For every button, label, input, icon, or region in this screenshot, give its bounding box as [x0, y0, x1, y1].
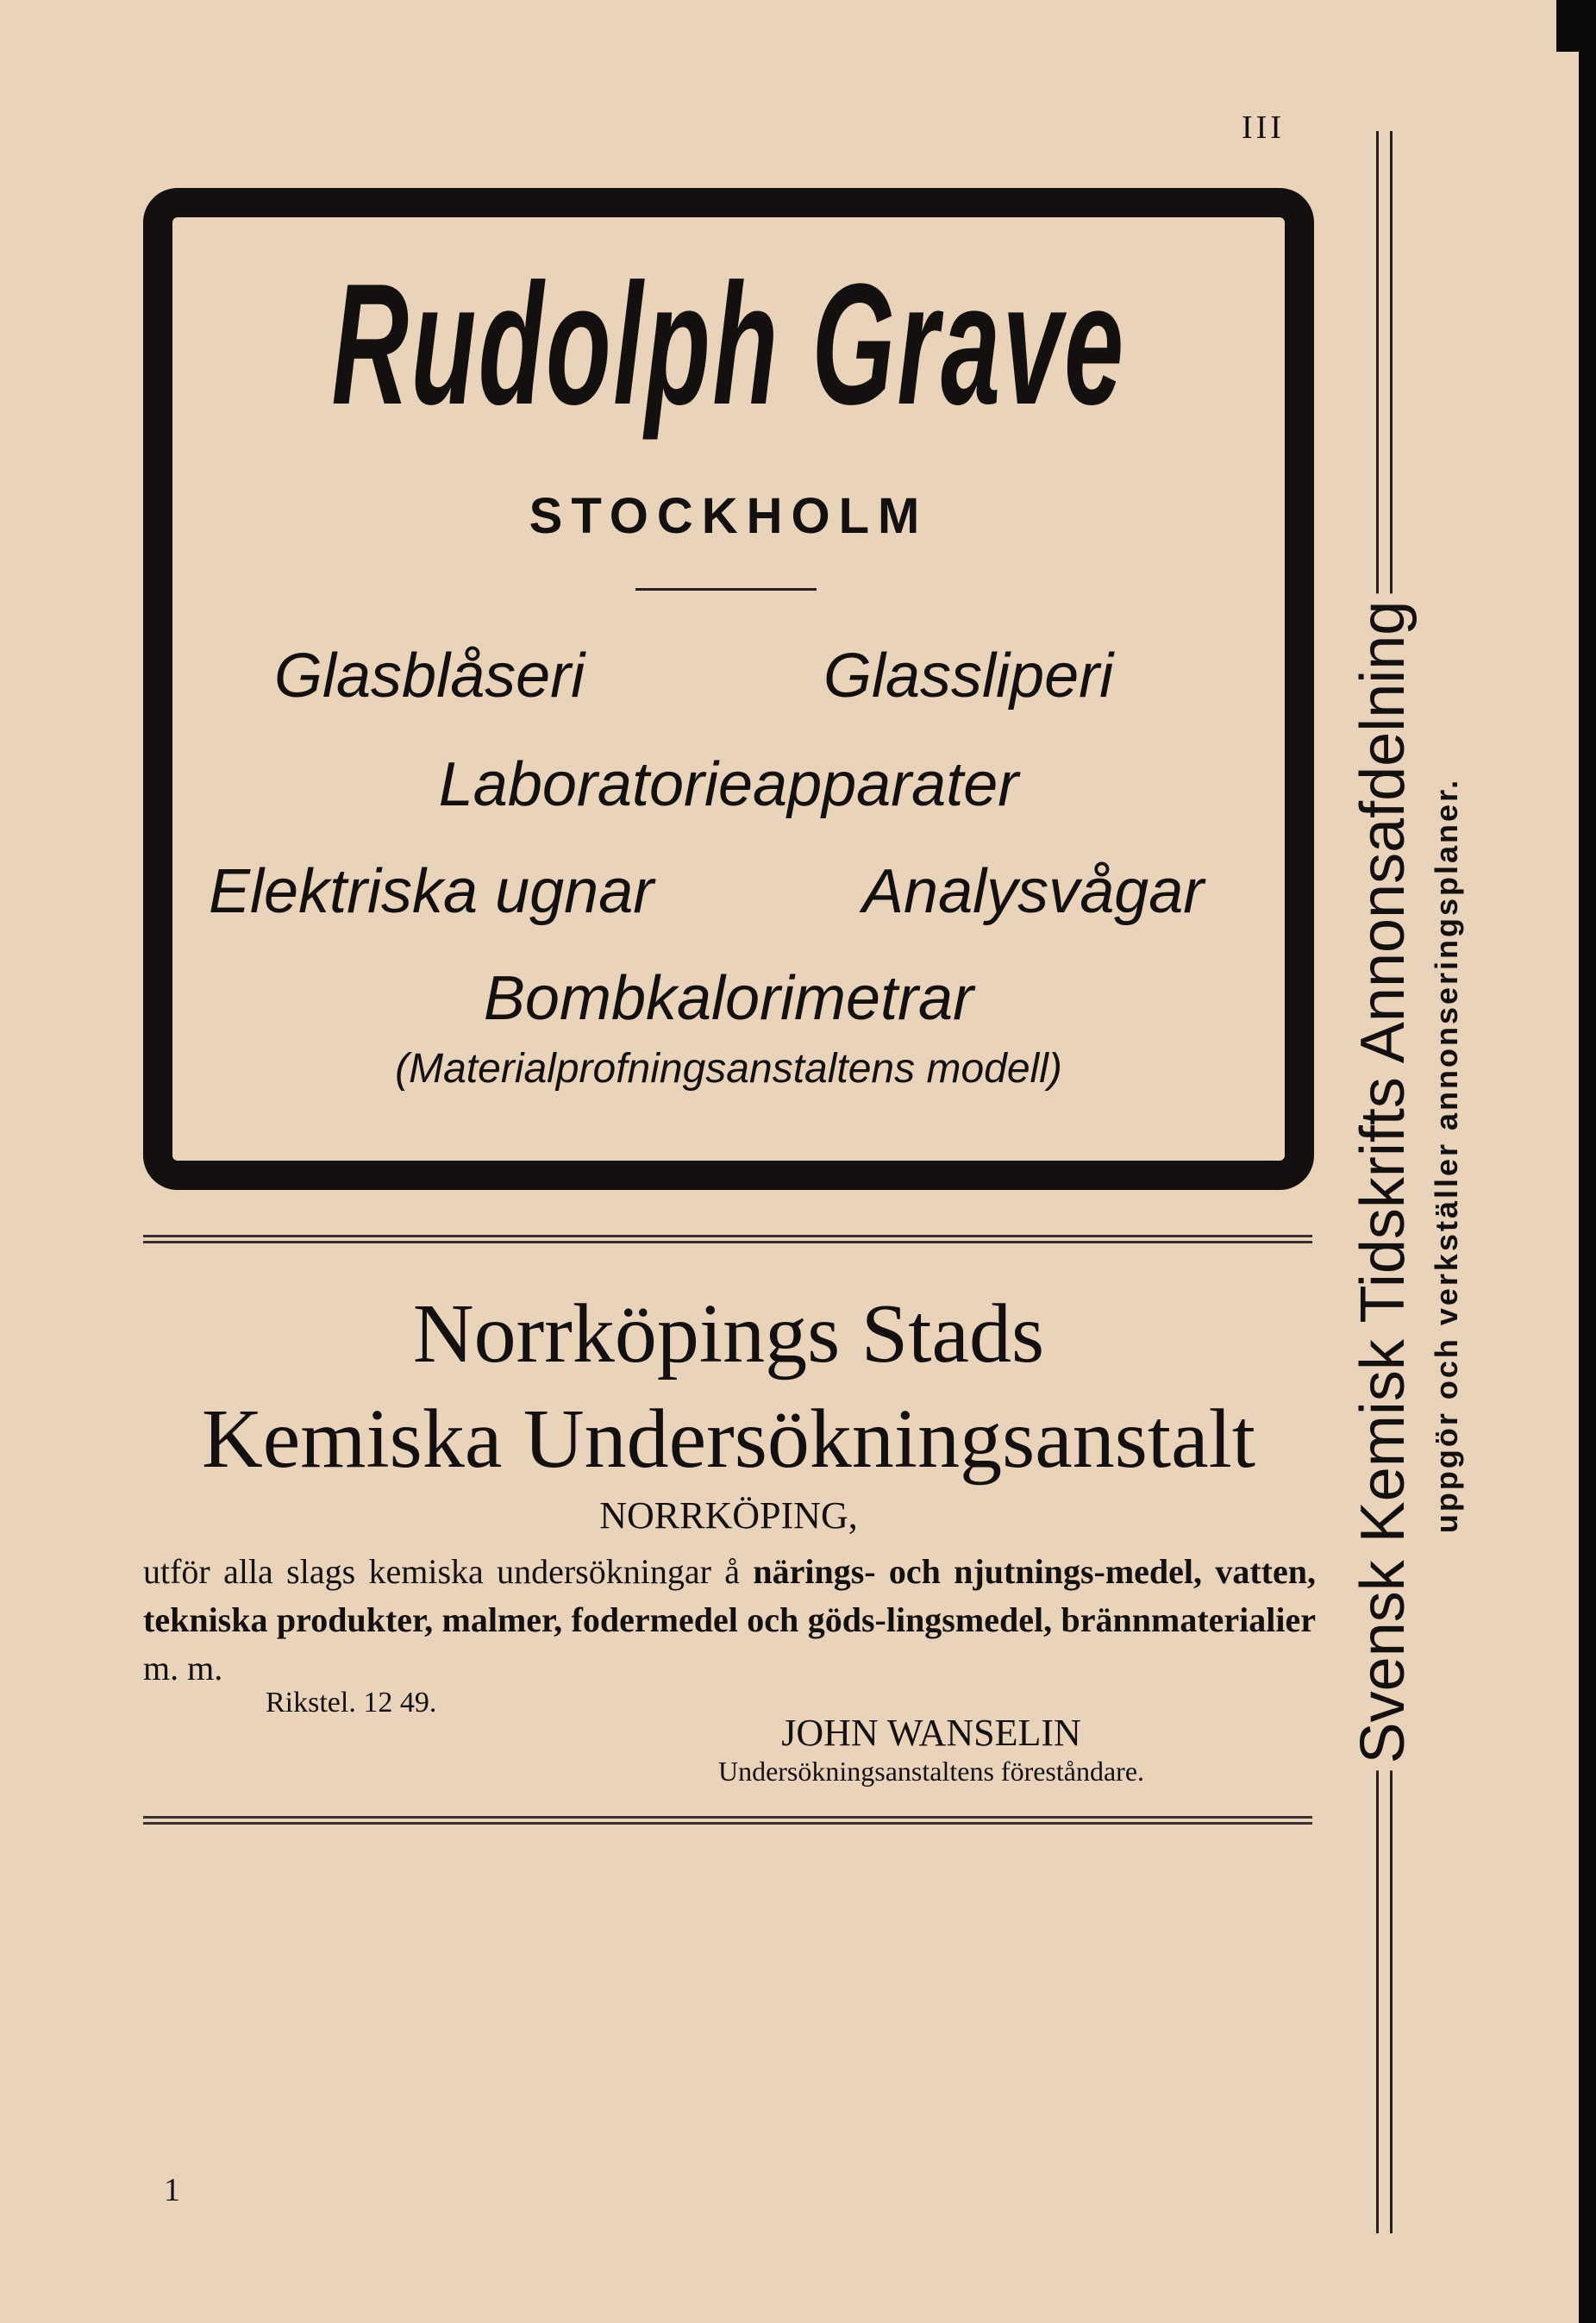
scan-edge	[1579, 0, 1596, 2323]
grave-ad-line: Bombkalorimetrar	[483, 964, 974, 1033]
section-divider	[143, 1235, 1312, 1243]
norrkoping-ad-title-line2: Kemiska Undersökningsanstalt	[201, 1393, 1256, 1486]
body-text: utför alla slags kemiska undersökningar å	[143, 1552, 754, 1591]
scan-corner	[1556, 0, 1596, 52]
grave-ad-note: (Materialprofningsanstaltens modell)	[395, 1046, 1062, 1092]
grave-ad-line: Elektriska ugnar	[209, 857, 654, 926]
sidebar-main-text: Svensk Kemisk Tidskrifts Annonsafdelning	[1352, 594, 1414, 1771]
norrkoping-ad-phone: Rikstel. 12 49.	[266, 1687, 437, 1719]
body-text: m. m.	[143, 1649, 223, 1687]
norrkoping-ad-body	[143, 1548, 1316, 1693]
grave-ad-city: STOCKHOLM	[529, 488, 929, 544]
grave-ad-line: Analysvågar	[862, 857, 1205, 926]
grave-ad-line: Laboratorieapparater	[438, 750, 1019, 819]
section-divider	[143, 1816, 1312, 1825]
norrkoping-ad-title-line1: Norrköpings Stads	[412, 1287, 1045, 1381]
sidebar-sub-text: uppgör och verkställer annonseringsplaner.	[1429, 777, 1464, 1534]
grave-ad-line: Glassliperi	[823, 642, 1114, 711]
grave-ad-line: Glasblåseri	[274, 642, 585, 711]
body-text-bold: närings- och njutnings-medel, vatten, tekniska produkter, malmer, fodermedel och göds-lingsmedel, brännmaterialier	[143, 1552, 1317, 1639]
norrkoping-ad-city: NORRKÖPING,	[599, 1494, 858, 1537]
page-number-bottom: 1	[164, 2172, 180, 2208]
grave-ad-divider	[635, 588, 817, 591]
grave-ad-name: Rudolph Grave	[331, 248, 1126, 441]
norrkoping-ad-signatory-title: Undersökningsanstaltens föreståndare.	[717, 1756, 1145, 1787]
page-number-top: III	[1242, 110, 1285, 146]
norrkoping-ad-signatory: JOHN WANSELIN	[781, 1712, 1081, 1754]
